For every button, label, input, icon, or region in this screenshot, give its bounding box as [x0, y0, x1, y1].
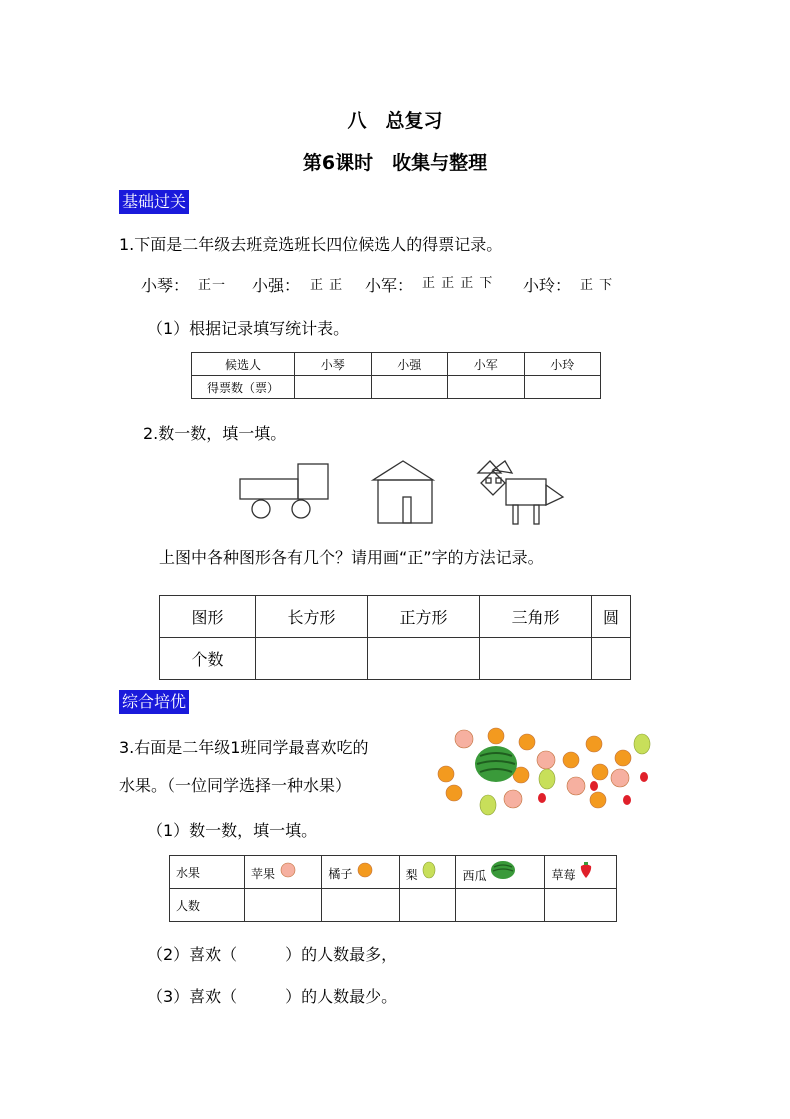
q1-text: 1.下面是二年级去班竞选班长四位候选人的得票记录。	[119, 235, 503, 254]
pear-icon	[539, 769, 555, 789]
votes-input-cell[interactable]	[295, 376, 372, 399]
shapes-header-cell: 圆	[592, 596, 631, 638]
q1-name-4: 小玲：	[523, 276, 572, 295]
fruit-input-cell[interactable]	[399, 889, 456, 922]
watermelon-icon	[475, 746, 517, 782]
shapes-input-cell[interactable]	[480, 638, 592, 680]
fruit-header-watermelon: 西瓜	[456, 856, 545, 889]
q1-name-2: 小强：	[252, 276, 301, 295]
fruit-input-cell[interactable]	[456, 889, 545, 922]
q1-name-3: 小军：	[365, 276, 414, 295]
truck-wheel-circle	[292, 500, 310, 518]
q1-tally-1: 正一	[198, 278, 227, 293]
shapes-input-cell[interactable]	[592, 638, 631, 680]
votes-header-cell: 小玲	[524, 353, 601, 376]
shapes-table	[159, 595, 631, 680]
dog-drawing	[478, 461, 563, 524]
fruit-table	[169, 855, 617, 922]
apple-icon	[611, 769, 629, 787]
shapes-row-label: 个数	[160, 638, 256, 680]
orange-icon	[590, 792, 606, 808]
votes-input-cell[interactable]	[524, 376, 601, 399]
fruit-cluster-illustration	[430, 722, 660, 822]
apple-icon	[567, 777, 585, 795]
q3-text-line2: 水果。（一位同学选择一种水果）	[119, 776, 352, 795]
watermelon-icon	[490, 860, 516, 880]
shapes-input-cell[interactable]	[368, 638, 480, 680]
orange-icon	[519, 734, 535, 750]
dog-body-rectangle	[506, 479, 546, 505]
q3-text-line1: 3.右面是二年级1班同学最喜欢吃的	[119, 738, 369, 757]
q3-sub3: （3）喜欢（ ）的人数最少。	[147, 987, 398, 1006]
q1-tally-4: 正 下	[580, 278, 614, 293]
house-wall-rectangle	[378, 480, 432, 523]
votes-header-cell: 小强	[371, 353, 448, 376]
fruit-row-label: 人数	[170, 889, 245, 922]
apple-icon	[455, 730, 473, 748]
pear-icon	[480, 795, 496, 815]
q3-sub2: （2）喜欢（ ）的人数最多，	[147, 945, 398, 964]
votes-table	[191, 352, 601, 399]
q2-instruction: 上图中各种图形各有几个？请用画“正”字的方法记录。	[159, 548, 544, 567]
fruit-header-cell: 水果	[170, 856, 245, 889]
votes-row-label: 得票数（票）	[192, 376, 295, 399]
votes-header-cell: 候选人	[192, 353, 295, 376]
strawberry-icon	[640, 772, 648, 782]
house-door-rectangle	[403, 497, 411, 523]
shapes-header-cell: 图形	[160, 596, 256, 638]
pear-icon	[634, 734, 650, 754]
fruit-input-cell[interactable]	[545, 889, 617, 922]
fruit-header-strawberry: 草莓	[545, 856, 617, 889]
apple-icon	[537, 751, 555, 769]
dog-eye-square	[486, 478, 491, 483]
strawberry-icon	[623, 795, 631, 805]
lesson-subtitle: 第6课时 收集与整理	[302, 152, 488, 174]
orange-icon	[438, 766, 454, 782]
q1-name-1: 小琴：	[141, 276, 190, 295]
orange-icon	[586, 736, 602, 752]
fruit-header-pear: 梨	[399, 856, 456, 889]
pear-icon	[421, 861, 437, 879]
fruit-header-apple: 苹果	[245, 856, 322, 889]
house-drawing	[373, 461, 433, 523]
q3-sub1: （1）数一数，填一填。	[147, 821, 318, 840]
votes-input-cell[interactable]	[371, 376, 448, 399]
strawberry-icon	[590, 781, 598, 791]
orange-icon	[446, 785, 462, 801]
shapes-input-cell[interactable]	[256, 638, 368, 680]
orange-icon	[563, 752, 579, 768]
fruit-input-cell[interactable]	[322, 889, 399, 922]
truck-drawing	[240, 464, 328, 518]
house-roof-triangle	[373, 461, 433, 480]
orange-icon	[615, 750, 631, 766]
votes-input-cell[interactable]	[448, 376, 525, 399]
votes-header-cell: 小琴	[295, 353, 372, 376]
dog-leg-rectangle	[513, 505, 518, 524]
shapes-header-cell: 正方形	[368, 596, 480, 638]
q2-text: 2.数一数，填一填。	[143, 424, 287, 443]
shapes-header-cell: 三角形	[480, 596, 592, 638]
shapes-figure	[235, 455, 575, 530]
votes-header-cell: 小军	[448, 353, 525, 376]
section-basic-badge: 基础过关	[119, 190, 189, 214]
truck-wheel-circle	[252, 500, 270, 518]
apple-icon	[279, 862, 297, 878]
fruit-header-orange: 橘子	[322, 856, 399, 889]
truck-body-rectangle	[240, 479, 298, 499]
strawberry-icon	[538, 793, 546, 803]
shapes-header-cell: 长方形	[256, 596, 368, 638]
q1-tally-3: 正 正 正 下	[422, 276, 494, 291]
dog-tail-triangle	[546, 485, 563, 505]
fruit-input-cell[interactable]	[245, 889, 322, 922]
truck-cab-square	[298, 464, 328, 499]
q1-sub1: （1）根据记录填写统计表。	[147, 319, 350, 338]
dog-leg-rectangle	[534, 505, 539, 524]
orange-icon	[592, 764, 608, 780]
q1-tally-2: 正 正	[310, 278, 344, 293]
orange-icon	[356, 862, 374, 878]
orange-icon	[488, 728, 504, 744]
apple-icon	[504, 790, 522, 808]
strawberry-icon	[579, 861, 593, 879]
section-advanced-badge: 综合培优	[119, 690, 189, 714]
page-title: 八 总复习	[347, 110, 443, 132]
